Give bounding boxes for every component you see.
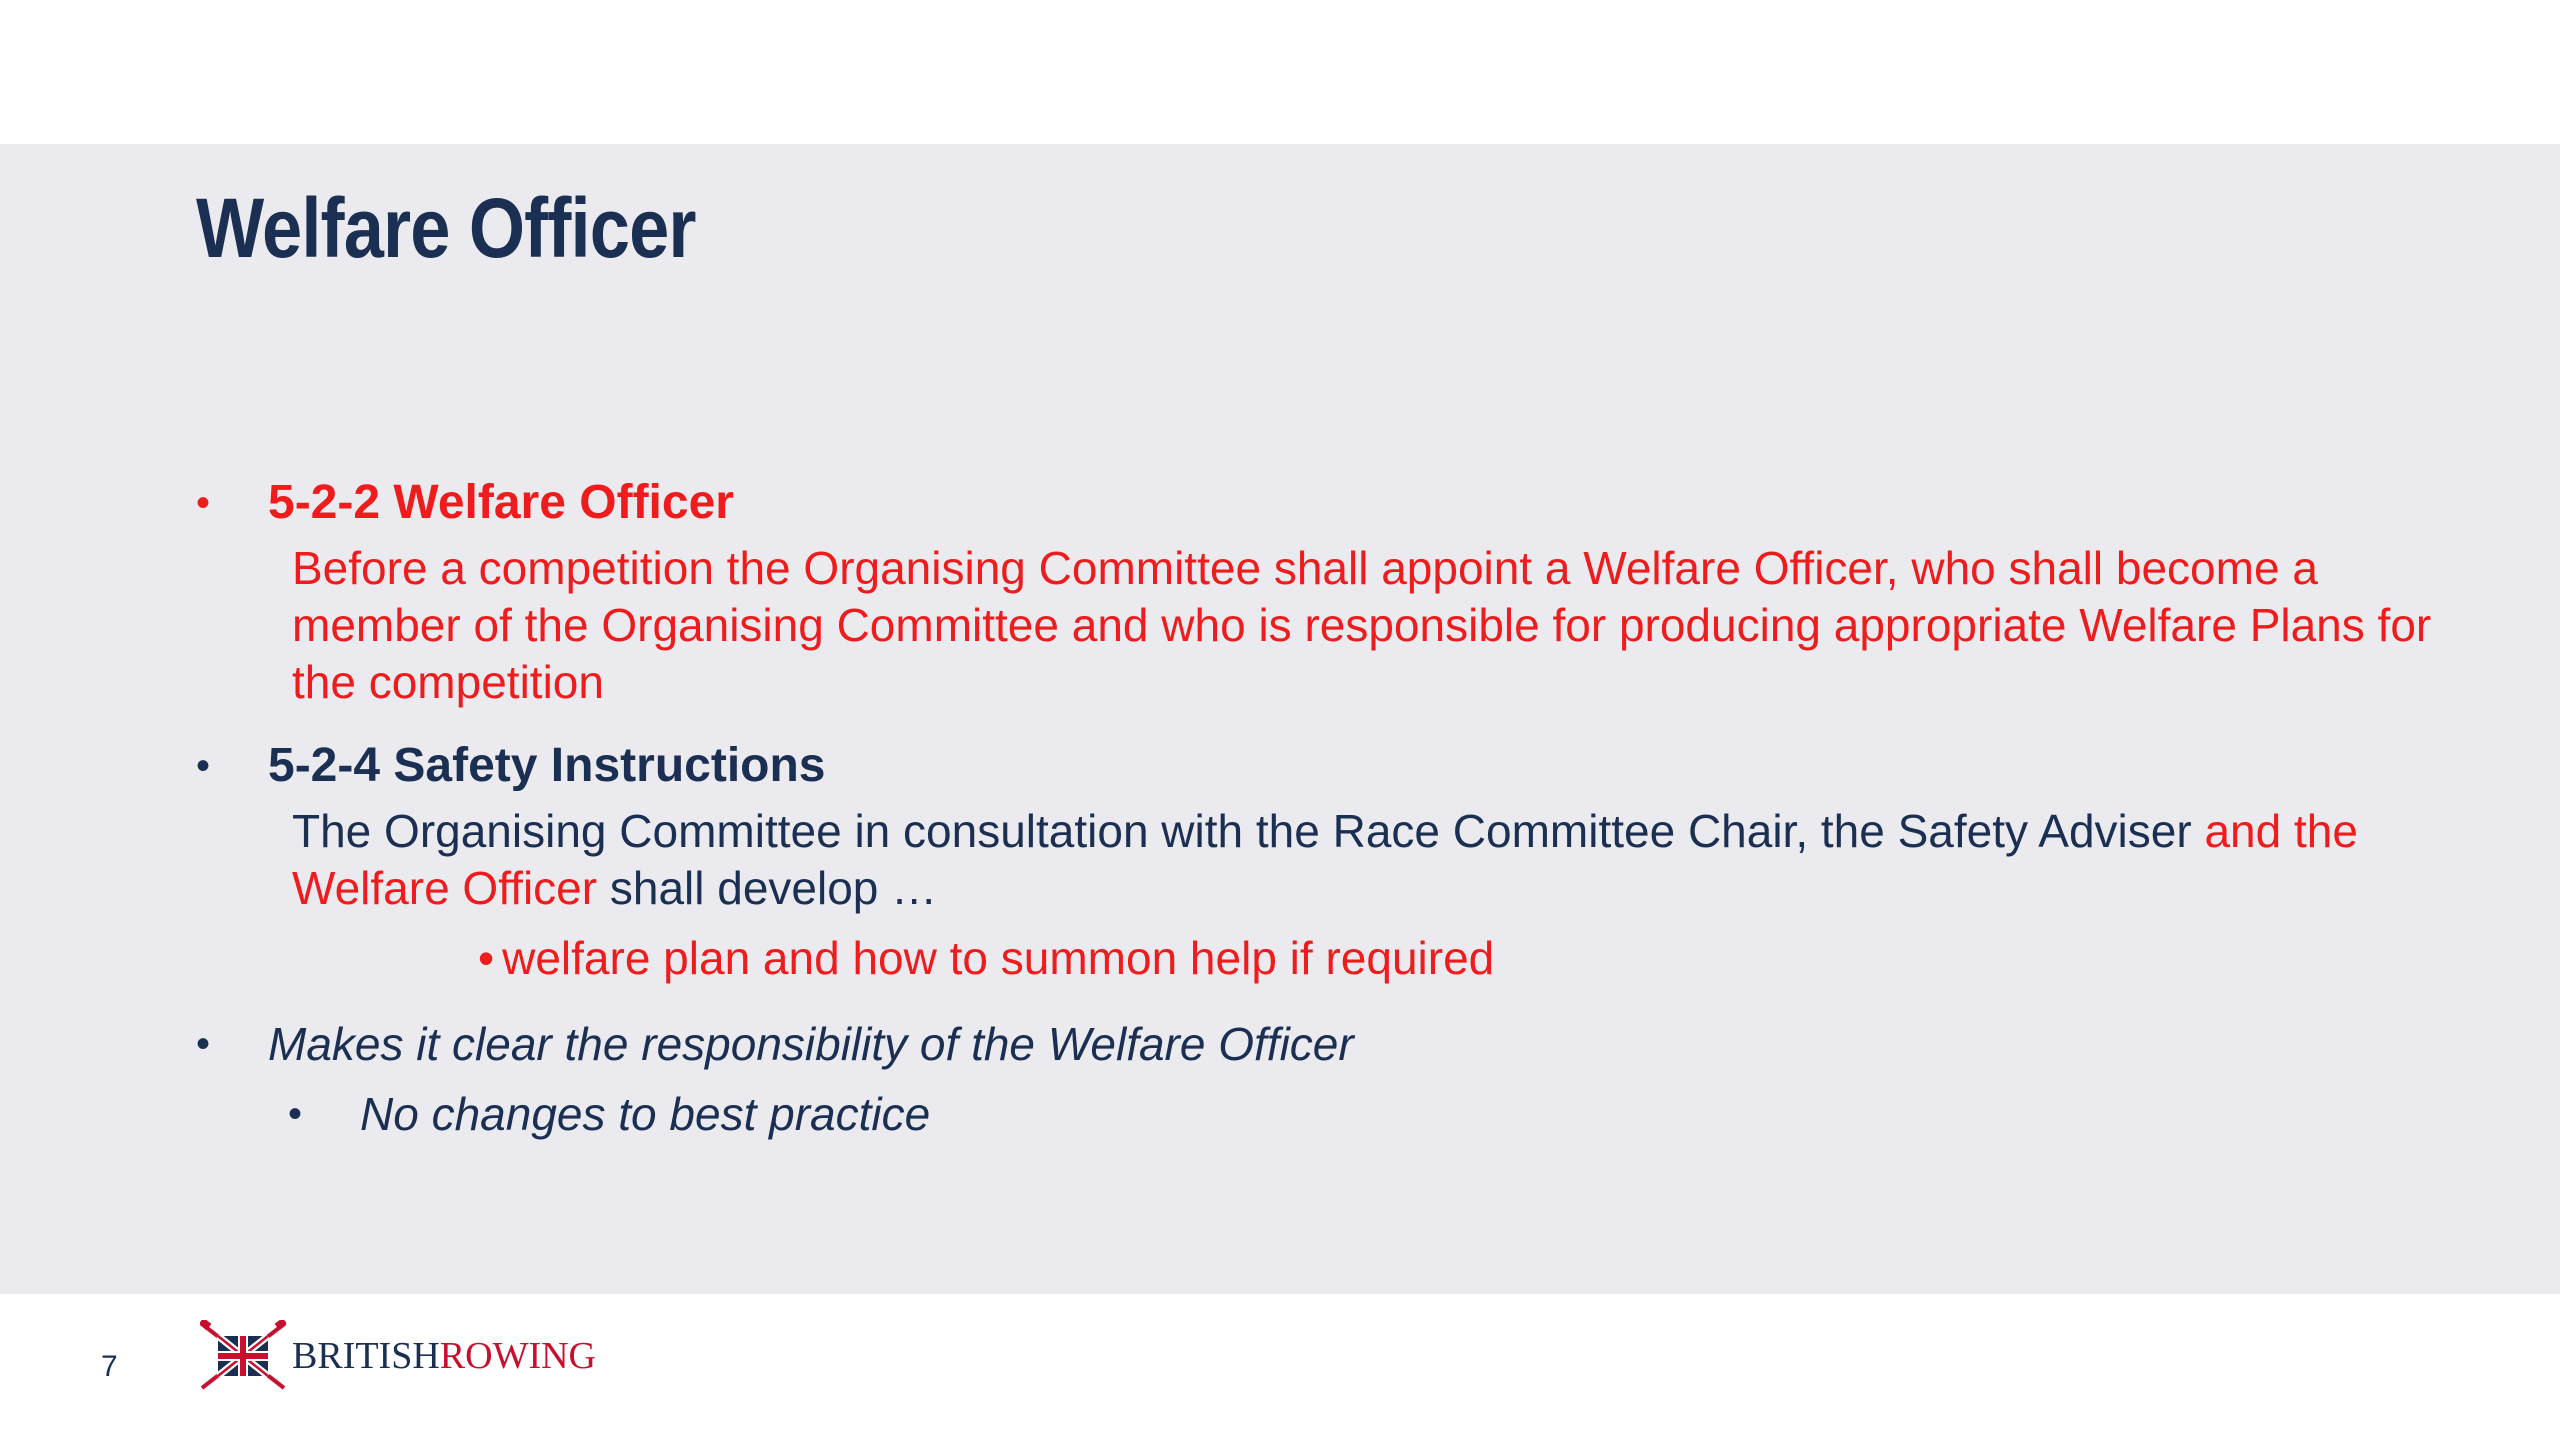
page-number: 7 — [101, 1350, 118, 1383]
union-jack-oars-icon — [200, 1320, 286, 1392]
bullet-icon: • — [196, 744, 211, 788]
item-body: Before a competition the Organising Committee shall appoint a Welfare Officer, who shall become a member of the Organising Committee and who is responsible for producing appropriate Welfare Plans for the competition — [292, 542, 2432, 708]
sub-list-item — [478, 927, 2440, 989]
item-text: Makes it clear the responsibility of the Welfare Officer — [268, 1018, 1354, 1070]
logo-text-british: BRITISH — [292, 1335, 440, 1377]
british-rowing-logo — [200, 1320, 596, 1392]
slide-title: Welfare Officer — [196, 181, 696, 275]
item-body-text: The Organising Committee in consultation with the Race Committee Chair, the Safety Adviser — [292, 805, 2205, 857]
item-heading: 5-2-2 Welfare Officer — [268, 476, 734, 529]
sub-item-text: welfare plan and how to summon help if required — [502, 932, 1495, 984]
logo-text — [292, 1334, 596, 1378]
bullet-icon: • — [196, 481, 211, 525]
bullet-icon: • — [196, 1022, 211, 1066]
sub-bullet-icon: • — [288, 1092, 303, 1136]
item-heading: 5-2-4 Safety Instructions — [268, 739, 826, 792]
sub-item-text: No changes to best practice — [360, 1088, 931, 1140]
list-item-responsibility — [190, 1009, 2440, 1079]
item-body — [268, 803, 2440, 917]
sub-list-item-best-practice — [190, 1079, 2440, 1149]
sub-bullet-icon: • — [478, 932, 495, 984]
bullet-list — [190, 468, 2440, 1149]
list-item-safety-instructions — [190, 731, 2440, 989]
item-body-tail: shall develop … — [597, 862, 938, 914]
item-body-highlight: and the Welfare Officer — [292, 805, 2358, 914]
logo-text-rowing: ROWING — [439, 1335, 596, 1377]
list-item-welfare-officer — [190, 468, 2440, 711]
